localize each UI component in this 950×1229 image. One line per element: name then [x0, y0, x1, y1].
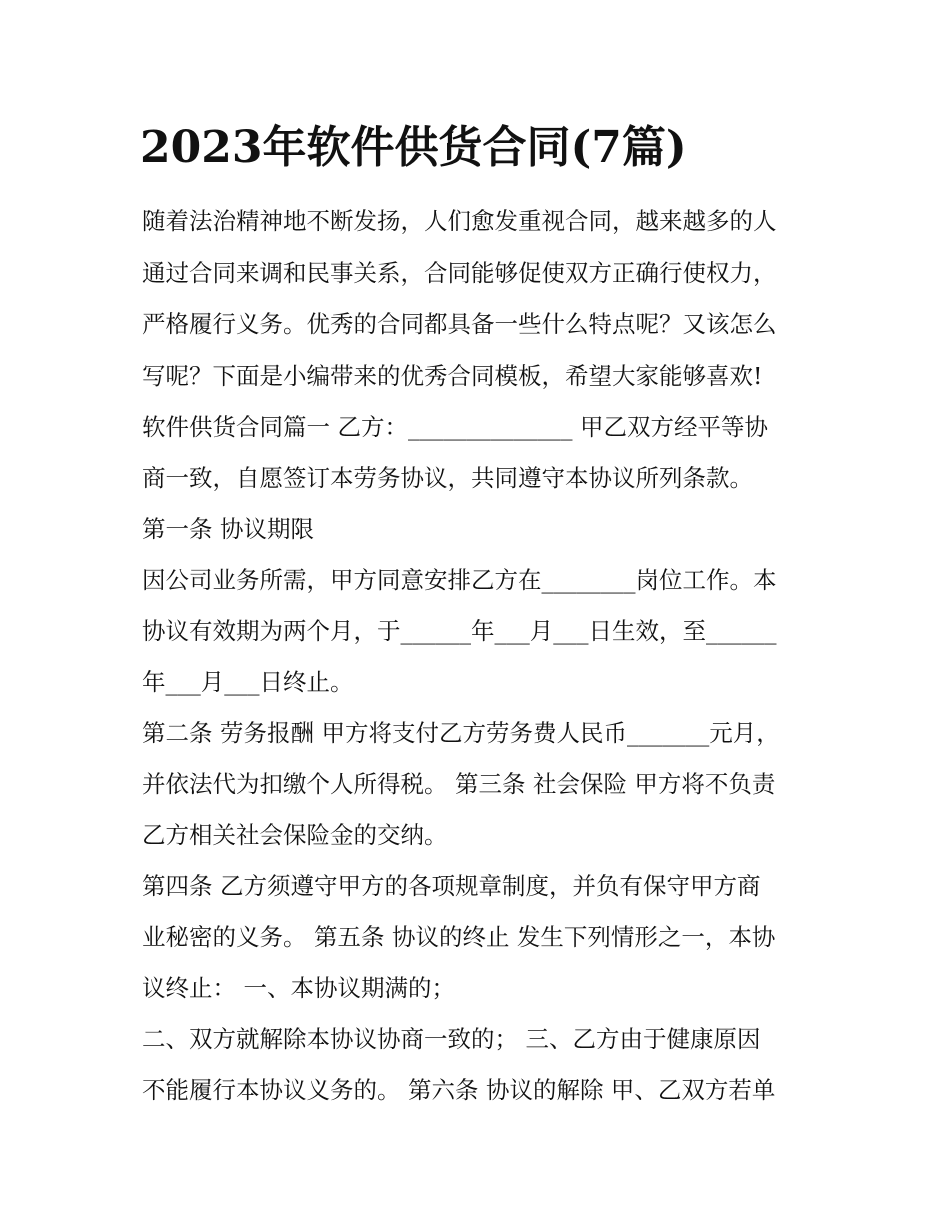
body-line: 写呢？下面是小编带来的优秀合同模板，希望大家能够喜欢! — [142, 362, 763, 390]
body-line: 协议有效期为两个月，于______年___月___日生效，至______ — [142, 617, 777, 645]
body-line: 第二条 劳务报酬 甲方将支付乙方劳务费人民币_______元月， — [142, 719, 780, 747]
body-line: 业秘密的义务。 第五条 协议的终止 发生下列情形之一，本协 — [142, 923, 776, 951]
body-line: 议终止： 一、本协议期满的； — [142, 974, 455, 1002]
section-heading: 第一条 协议期限 — [142, 515, 314, 543]
body-line: 严格履行义务。优秀的合同都具备一些什么特点呢？又该怎么 — [142, 310, 777, 338]
body-line: 二、双方就解除本协议协商一致的； 三、乙方由于健康原因 — [142, 1025, 761, 1053]
body-line: 并依法代为扣缴个人所得税。 第三条 社会保险 甲方将不负责 — [142, 770, 776, 798]
body-line: 通过合同来调和民事关系，合同能够促使双方正确行使权力， — [142, 259, 777, 287]
document-title: 2023年软件供货合同(7篇) — [140, 122, 687, 173]
body-line: 乙方相关社会保险金的交纳。 — [142, 821, 448, 849]
body-line: 软件供货合同篇一 乙方：______________ 甲乙双方经平等协 — [142, 413, 768, 441]
body-line: 商一致，自愿签订本劳务协议，共同遵守本协议所列条款。 — [142, 464, 753, 492]
body-line: 第四条 乙方须遵守甲方的各项规章制度，并负有保守甲方商 — [142, 872, 761, 900]
body-line: 年___月___日终止。 — [142, 668, 354, 696]
body-line: 随着法治精神地不断发扬，人们愈发重视合同，越来越多的人 — [142, 207, 777, 235]
body-line: 因公司业务所需，甲方同意安排乙方在________岗位工作。本 — [142, 566, 777, 594]
body-line: 不能履行本协议义务的。 第六条 协议的解除 甲、乙双方若单 — [142, 1076, 776, 1104]
